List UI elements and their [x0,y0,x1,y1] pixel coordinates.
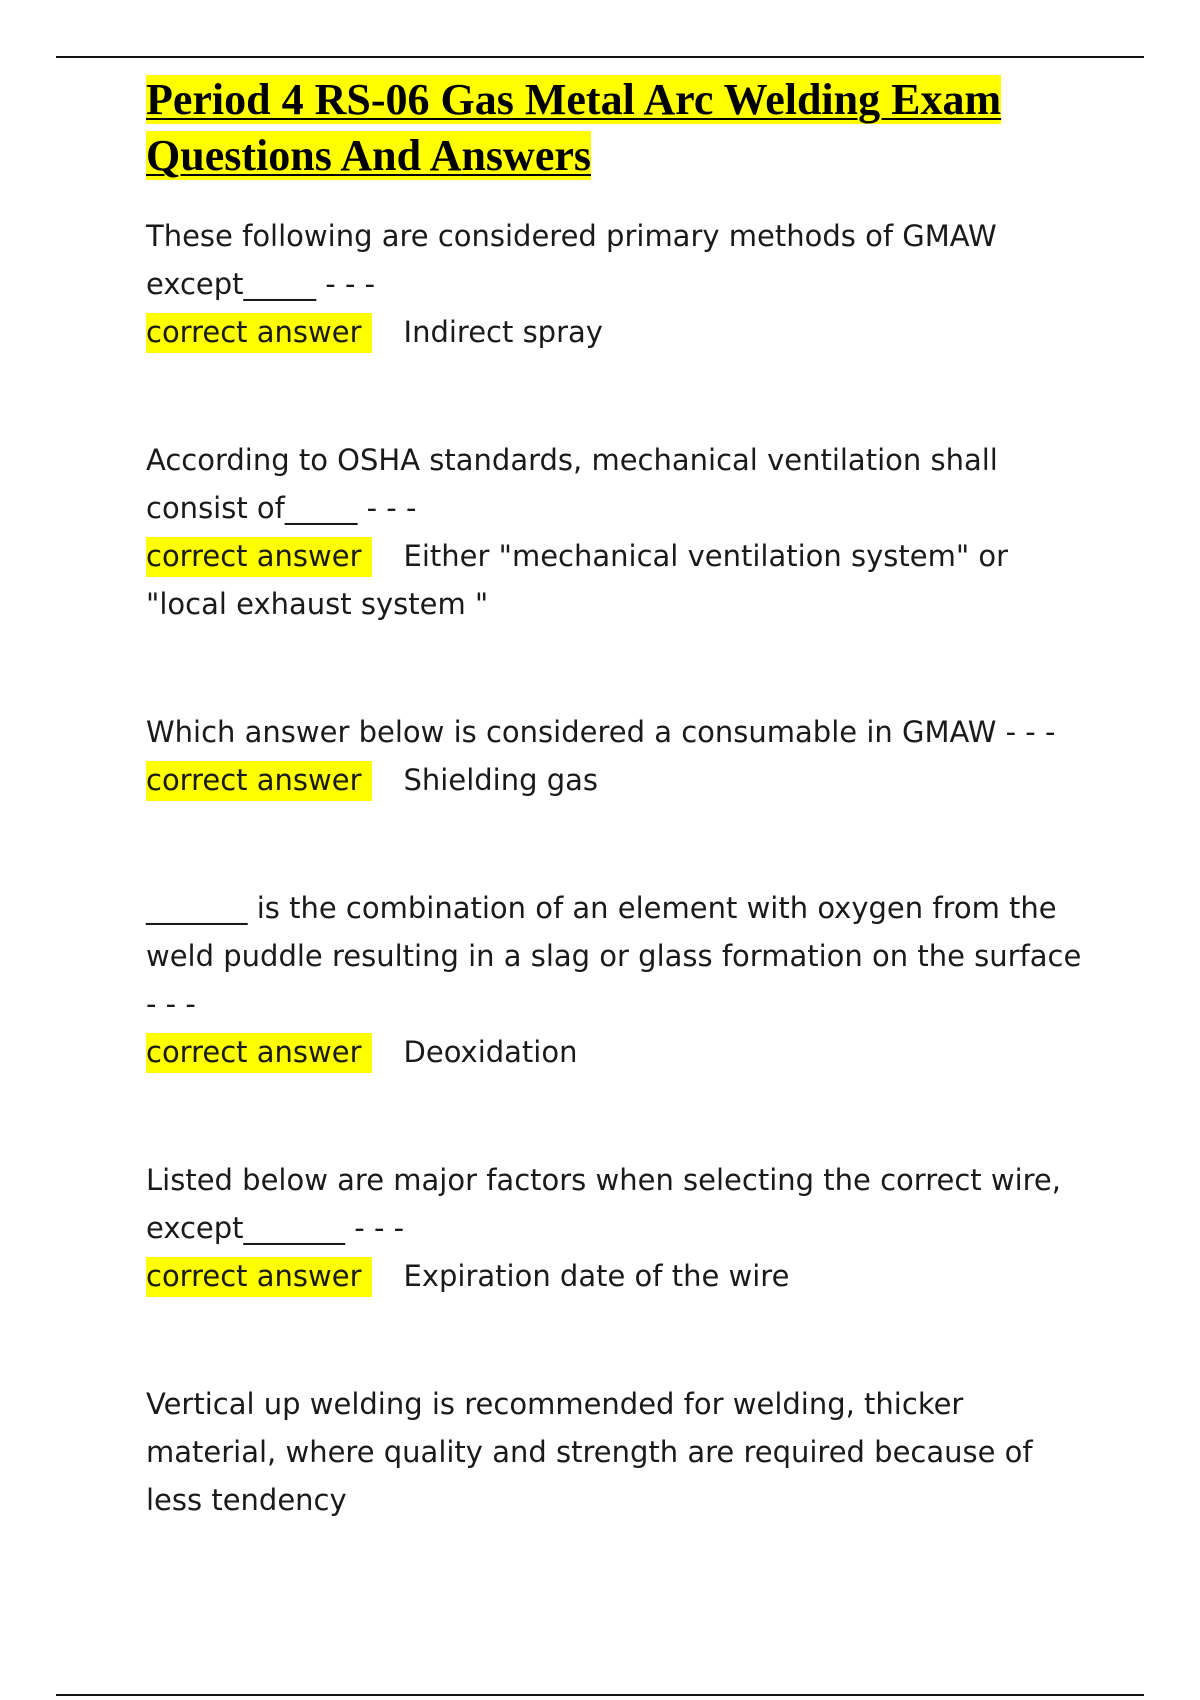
correct-answer-label: correct answer [146,313,372,353]
question-text: Vertical up welding is recommended for welding, thicker material, where quality and strength are required because of less tendency [146,1387,1033,1517]
answer-text: Either "mechanical ventilation system" or "local exhaust system " [146,539,1009,621]
bottom-rule [56,1694,1144,1696]
qa-item-2 [146,436,1096,628]
qa-item-4 [146,884,1096,1076]
question-text: Which answer below is considered a consumable in GMAW - - - [146,715,1056,749]
answer-line [146,532,1096,628]
answer-text: Shielding gas [403,763,599,797]
answer-line [146,308,1096,356]
qa-item-5 [146,1156,1096,1300]
answer-text: Expiration date of the wire [403,1259,790,1293]
document-title-text: Period 4 RS-06 Gas Metal Arc Welding Exam Questions And Answers [146,75,1002,180]
question-text: According to OSHA standards, mechanical ventilation shall consist of_____ - - - [146,443,998,525]
answer-line [146,756,1096,804]
correct-answer-label: correct answer [146,1257,372,1297]
document-title [146,72,1096,184]
question-text: Listed below are major factors when selecting the correct wire, except_______ - - - [146,1163,1061,1245]
question-text: These following are considered primary methods of GMAW except_____ - - - [146,219,997,301]
answer-line [146,1028,1096,1076]
answer-text: Indirect spray [403,315,603,349]
correct-answer-label: correct answer [146,537,372,577]
answer-text: Deoxidation [403,1035,578,1069]
document-body [146,72,1096,1524]
correct-answer-label: correct answer [146,1033,372,1073]
question-text: _______ is the combination of an element with oxygen from the weld puddle resulting in a slag or glass formation on the surface - - - [146,891,1082,1021]
top-rule [56,56,1144,58]
answer-line [146,1252,1096,1300]
correct-answer-label: correct answer [146,761,372,801]
qa-item-3 [146,708,1096,804]
qa-item-6 [146,1380,1096,1524]
qa-item-1 [146,212,1096,356]
